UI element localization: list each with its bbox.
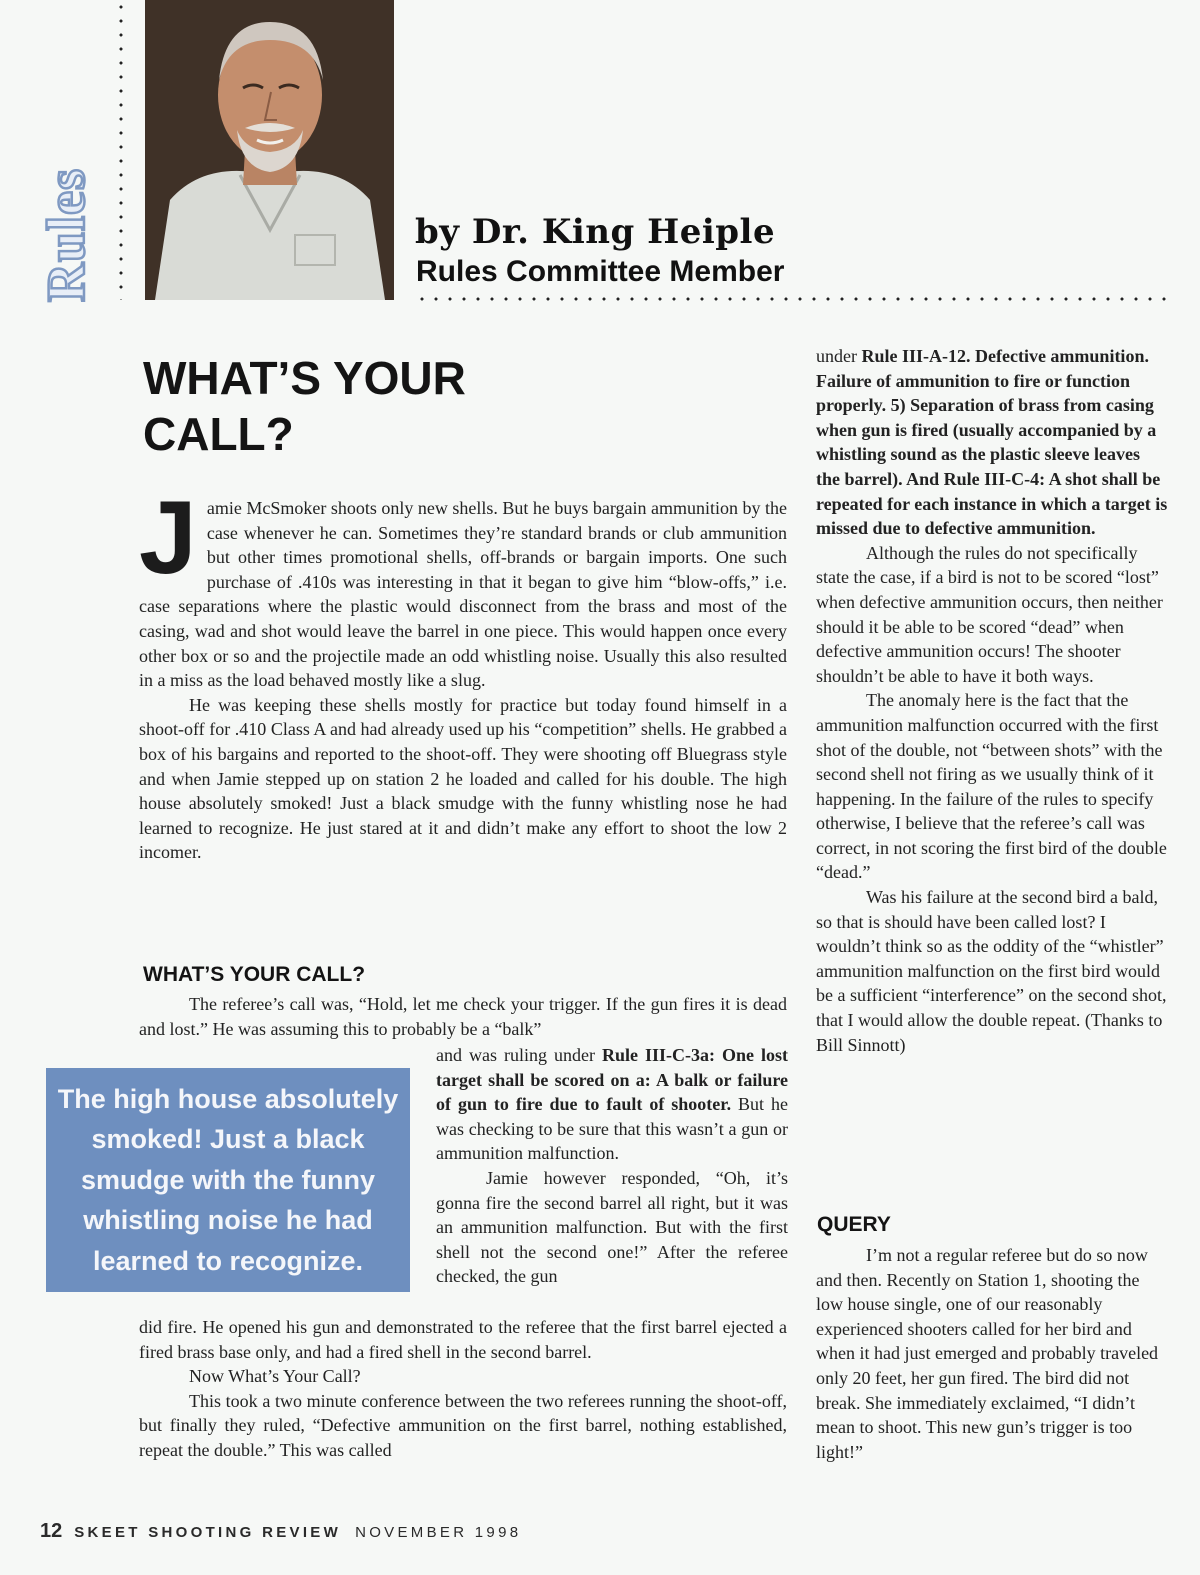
pull-quote [46,1068,410,1292]
pull-quote-text: The high house absolutely smoked! Just a black smudge with the funny whistling noise he had learned to recognize. [57,1083,399,1276]
drop-cap: J [139,480,197,596]
column-1-conclusion [139,1315,787,1463]
column-1-rule-wrap [436,1043,788,1289]
query-paragraph: I’m not a regular referee but do so now and then. Recently on Station 1, shooting the low house single, one of our reasonably experienced shooters called for her bird and when it had just emerged and probably traveled only 20 feet, her gun fired. The bird did not break. She immediately exclaimed, “I didn’t mean to shoot. This new gun’s trigger is too light!” [816,1245,1159,1462]
article-headline: WHAT’S YOUR CALL? [143,352,466,460]
vertical-dotted-rule [118,0,124,300]
section-tab-rules [40,150,102,310]
paragraph-3: The referee’s call was, “Hold, let me check your trigger. If the gun fires it is dead and lost.” He was assuming this to probably be a “balk” [139,994,787,1039]
byline: by Dr. King Heiple [415,212,776,252]
paragraph-2: He was keeping these shells mostly for practice but today found himself in a shoot-off for .410 Class A and had already used up his “competition” shells. He grabbed a box of his bargains and reported to the shoot-off. They were shooting off Bluegrass style and when Jamie stepped up on station 2 he loaded and called for his double. The high house absolutely smoked! Just a black smudge with the funny whistling nose he had learned to recognize. He just stared at it and didn’t make any effort to shoot the low 2 incomer. [139,694,787,863]
col2-lead: under [816,346,862,366]
page-footer [40,1520,521,1543]
author-portrait-image [145,0,394,300]
section-tab-label: Rules [40,167,96,302]
column-2-query [816,1243,1168,1464]
paragraph-4: Jamie however responded, “Oh, it’s gonna fire the second barrel all right, but it was an ammunition malfunction. But with the first shell not the second one!” After the referee checked, the gun [436,1167,788,1287]
section-tab-graphic [40,150,102,310]
paragraph-3-cont-a: and was ruling under [436,1045,602,1065]
col2-paragraph-3: Was his failure at the second bird a bald, so that is should have been called lost? I wouldn’t think so as the oddity of the “whistler” ammunition malfunction on the first bird would be a sufficient “interference” on the second shot, that I would allow the double repeat. (Thanks to Bill Sinnott) [816,887,1167,1055]
paragraph-3-cont-b: But he was checking to be sure that this wasn’t a gun or ammunition malfunction. [436,1094,788,1164]
col2-paragraph-2: The anomaly here is the fact that the ammunition malfunction occurred with the first shot of the double, not “between shots” with the second shell not firing as we usually think of it happening. In the failure of the rules to specify otherwise, I believe that the referee’s call was correct, in not scoring the first bird of the double “dead.” [816,690,1167,883]
col2-paragraph-1: Although the rules do not specifically state the case, if a bird is not to be scored “lost” when defective ammunition occurs, then neither should it be able to be scored “dead” when defective ammunition occurs! The shooter shouldn’t be able to have it both ways. [816,542,1163,686]
author-photo [145,0,394,300]
subheading-query: QUERY [817,1213,891,1236]
page-number: 12 [40,1520,63,1542]
column-1-referee-call [139,992,787,1041]
column-2-ruling [816,344,1168,1057]
paragraph-5: Now What’s Your Call? [189,1366,361,1387]
magazine-name: SKEET SHOOTING REVIEW [74,1524,342,1541]
paragraph-4-cont: did fire. He opened his gun and demonstrated to the referee that the first barrel ejected a fired brass base only, and had a fired shell in the second barrel. [139,1317,787,1362]
rule-citation-iii-c-3a: Rule III-C-3a: One lost target shall be scored on a: A balk or failure of gun to fire due to fault of shooter. [436,1045,788,1115]
paragraph-1: amie McSmoker shoots only new shells. But he buys bargain ammunition by the case whenever he can. Sometimes they’re standard brands or club ammunition but other times promotional shells, off-brands or bargain imports. One such purchase of .410s was interesting in that it began to give him “blow-offs,” i.e. case separations where the plastic would disconnect from the brass and most of the casing, wad and shot would leave the barrel in one piece. This would happen once every other box or so and the projectile made an odd whistling noise. Usually this also resulted in a miss as the load behaved mostly like a slug. [139,498,787,691]
column-1-intro [139,480,787,865]
issue-date: NOVEMBER 1998 [355,1524,522,1541]
author-role: Rules Committee Member [416,255,785,288]
horizontal-dotted-rule [415,296,1175,302]
paragraph-6: This took a two minute conference between the two referees running the shoot-off, but finally they ruled, “Defective ammunition on the first barrel, nothing established, repeat the double.” This was called [139,1390,787,1460]
subheading-whats-your-call: WHAT’S YOUR CALL? [143,963,366,986]
rule-citation-iii-a-12: Rule III-A-12. Defective ammunition. Failure of ammunition to fire or function properly. 5) Separation of brass from casing when gun is fired (usually accompanied by a whistling sound as the plastic sleeve leaves the barrel). And Rule III-C-4: A shot shall be repeated for each instance in which a target is missed due to defective ammunition. [816,346,1168,539]
